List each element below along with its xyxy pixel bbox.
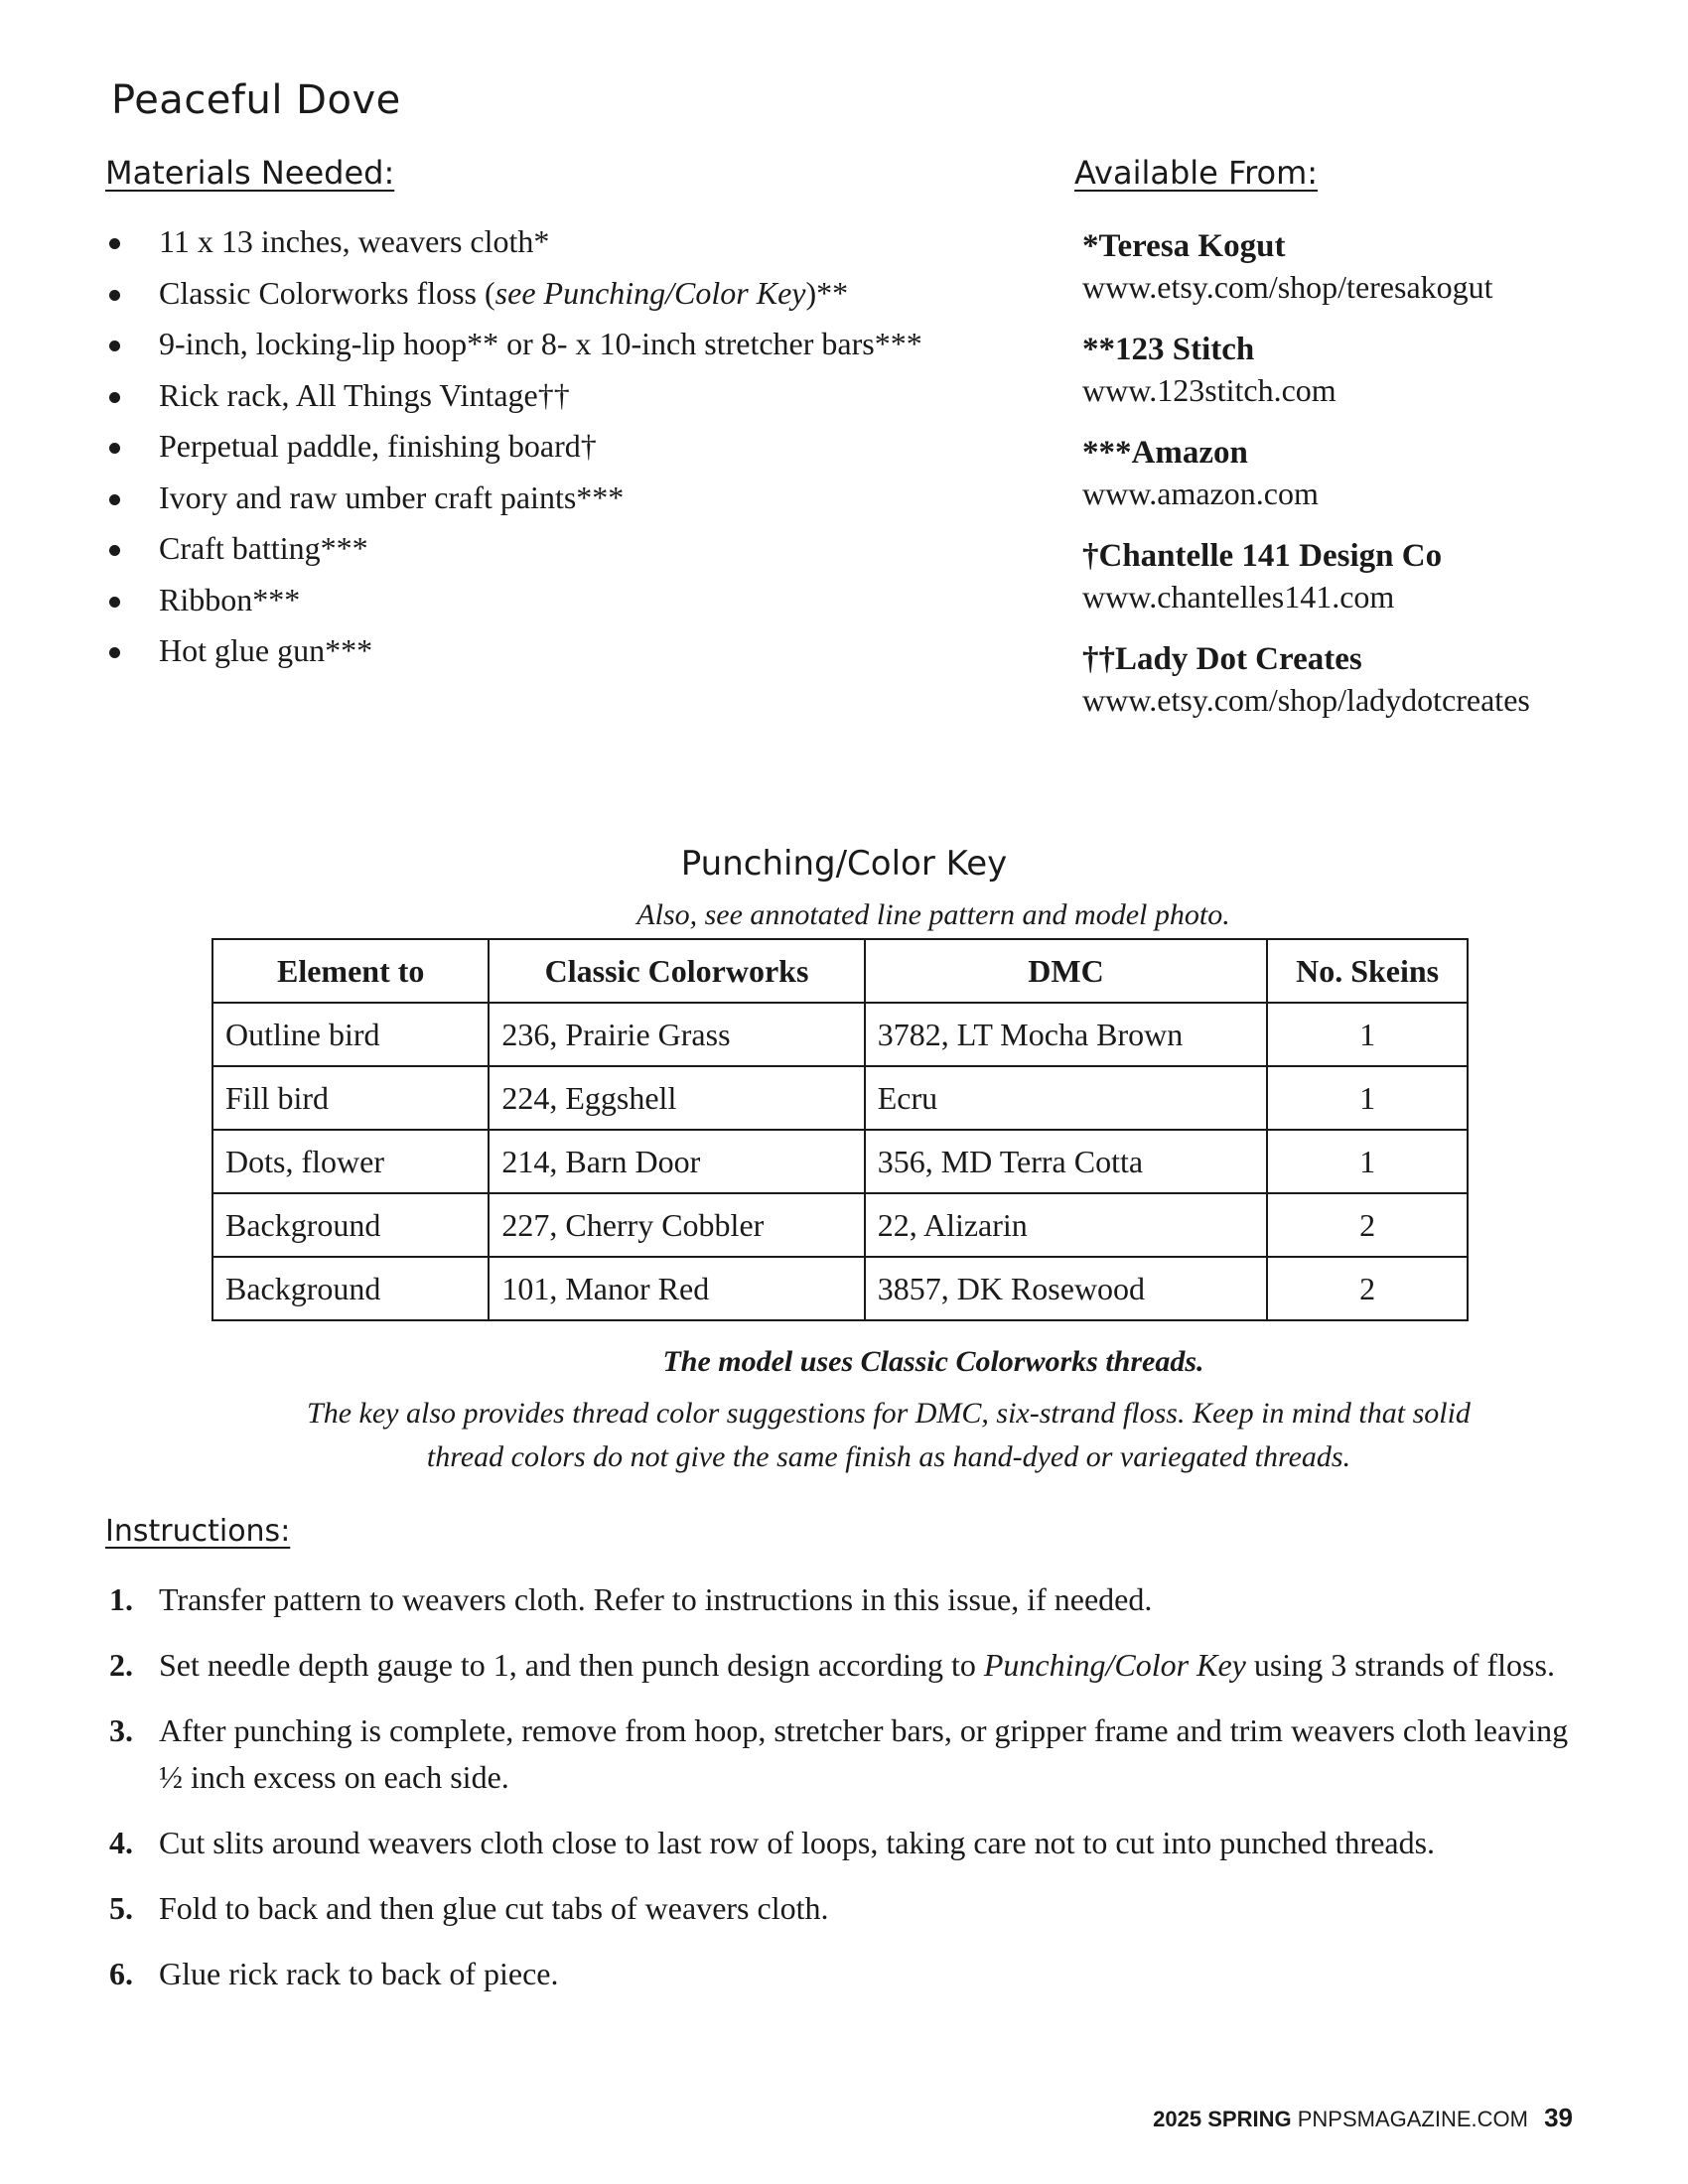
step-text: After punching is complete, remove from hoop, stretcher bars, or gripper frame and trim weavers cloth leaving ½ inch excess on each side.	[159, 1712, 1569, 1795]
source-entry	[1082, 639, 1638, 721]
table-header-row	[212, 939, 1468, 1003]
table-cell: 2	[1267, 1257, 1468, 1320]
table-cell: 22, Alizarin	[865, 1193, 1267, 1257]
table-row	[212, 1257, 1468, 1320]
step-number: 5.	[109, 1890, 133, 1926]
instructions-list	[109, 1576, 1579, 2016]
note-line: The key also provides thread color suggestions for DMC, six-strand floss. Keep in mind that solid	[307, 1397, 1471, 1430]
page-number: 39	[1544, 2103, 1573, 2132]
source-url[interactable]: www.amazon.com	[1082, 476, 1319, 511]
step-text: Transfer pattern to weavers cloth. Refer to instructions in this issue, if needed.	[159, 1581, 1153, 1617]
instruction-step	[109, 1707, 1579, 1801]
sources-list	[1082, 226, 1638, 743]
table-cell: 3782, LT Mocha Brown	[865, 1003, 1267, 1066]
step-number: 2.	[109, 1647, 133, 1683]
table-cell: 101, Manor Red	[489, 1257, 864, 1320]
step-text: Set needle depth gauge to 1, and then punch design according to Punching/Color Key using 3 strands of floss.	[159, 1647, 1555, 1683]
table-cell: 224, Eggshell	[489, 1066, 864, 1130]
materials-item: Perpetual paddle, finishing board†	[109, 421, 922, 473]
source-url[interactable]: www.etsy.com/shop/teresakogut	[1082, 269, 1493, 305]
table-cell: Background	[212, 1193, 489, 1257]
table-cell: Outline bird	[212, 1003, 489, 1066]
table-row	[212, 1130, 1468, 1193]
table-row	[212, 1193, 1468, 1257]
note-line: thread colors do not give the same finish as hand-dyed or variegated threads.	[426, 1440, 1351, 1473]
color-key-subtitle: Also, see annotated line pattern and model photo.	[636, 898, 1230, 931]
table-cell: Fill bird	[212, 1066, 489, 1130]
table-cell: Ecru	[865, 1066, 1267, 1130]
step-number: 3.	[109, 1712, 133, 1748]
source-url[interactable]: www.etsy.com/shop/ladydotcreates	[1082, 682, 1530, 718]
materials-item: Craft batting***	[109, 523, 922, 575]
table-cell: Background	[212, 1257, 489, 1320]
table-cell: 3857, DK Rosewood	[865, 1257, 1267, 1320]
source-name: ††Lady Dot Creates	[1082, 641, 1362, 677]
step-number: 6.	[109, 1956, 133, 1991]
table-cell: 1	[1267, 1066, 1468, 1130]
materials-item: Classic Colorworks floss (see Punching/Color Key)**	[109, 268, 922, 320]
available-heading: Available From:	[1074, 154, 1319, 192]
column-header: DMC	[865, 939, 1267, 1003]
source-entry	[1082, 433, 1638, 514]
source-url[interactable]: www.123stitch.com	[1082, 372, 1336, 408]
materials-item: Hot glue gun***	[109, 625, 922, 677]
materials-item: 11 x 13 inches, weavers cloth*	[109, 216, 922, 268]
source-name: ***Amazon	[1082, 435, 1248, 471]
materials-heading: Materials Needed:	[105, 154, 395, 192]
instructions-heading: Instructions:	[105, 1514, 291, 1549]
instruction-step	[109, 1885, 1579, 1932]
instruction-step	[109, 1576, 1579, 1623]
column-header: Element to	[212, 939, 489, 1003]
table-cell: 356, MD Terra Cotta	[865, 1130, 1267, 1193]
table-cell: 1	[1267, 1003, 1468, 1066]
step-number: 4.	[109, 1825, 133, 1860]
instruction-step	[109, 1820, 1579, 1866]
materials-item: Ivory and raw umber craft paints***	[109, 473, 922, 524]
step-text: Cut slits around weavers cloth close to last row of loops, taking care not to cut into punched threads.	[159, 1825, 1436, 1860]
step-number: 1.	[109, 1581, 133, 1617]
source-name: †Chantelle 141 Design Co	[1082, 538, 1443, 574]
source-name: *Teresa Kogut	[1082, 228, 1286, 264]
step-text: Glue rick rack to back of piece.	[159, 1956, 559, 1991]
color-key-table	[211, 938, 1469, 1321]
footer-season: 2025 SPRING	[1153, 2107, 1292, 2131]
thread-suggestion-note	[238, 1392, 1539, 1479]
step-text: Fold to back and then glue cut tabs of weavers cloth.	[159, 1890, 829, 1926]
materials-item: Rick rack, All Things Vintage††	[109, 370, 922, 422]
source-entry	[1082, 536, 1638, 617]
color-key-title: Punching/Color Key	[680, 844, 1008, 884]
source-url[interactable]: www.chantelles141.com	[1082, 579, 1395, 614]
table-cell: Dots, flower	[212, 1130, 489, 1193]
instruction-step	[109, 1642, 1579, 1689]
page-footer	[1153, 2103, 1573, 2133]
table-row	[212, 1066, 1468, 1130]
table-cell: 236, Prairie Grass	[489, 1003, 864, 1066]
column-header: Classic Colorworks	[489, 939, 864, 1003]
source-entry	[1082, 330, 1638, 411]
table-cell: 1	[1267, 1130, 1468, 1193]
instruction-step	[109, 1951, 1579, 1997]
table-row	[212, 1003, 1468, 1066]
source-entry	[1082, 226, 1638, 308]
column-header: No. Skeins	[1267, 939, 1468, 1003]
source-name: **123 Stitch	[1082, 332, 1255, 367]
model-thread-note: The model uses Classic Colorworks threads.	[662, 1345, 1204, 1378]
materials-item: 9-inch, locking-lip hoop** or 8- x 10-inch stretcher bars***	[109, 319, 922, 370]
materials-list	[109, 216, 922, 677]
materials-item: Ribbon***	[109, 575, 922, 626]
page-title: Peaceful Dove	[111, 77, 401, 123]
table-cell: 214, Barn Door	[489, 1130, 864, 1193]
table-cell: 2	[1267, 1193, 1468, 1257]
footer-site: PNPSMAGAZINE.COM	[1297, 2107, 1528, 2131]
table-cell: 227, Cherry Cobbler	[489, 1193, 864, 1257]
